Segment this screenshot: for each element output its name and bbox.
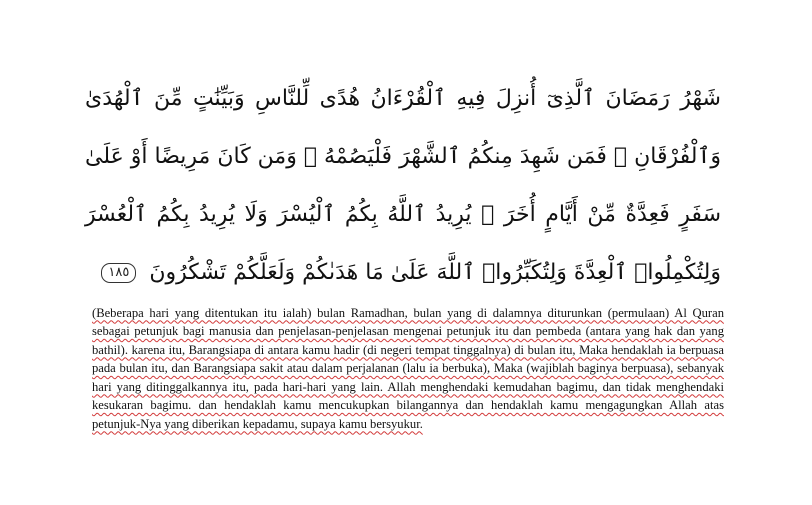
verse-end-mark: ١٨٥ bbox=[101, 263, 136, 283]
translation-paragraph: (Beberapa hari yang ditentukan itu ialah) bulan Ramadhan, bulan yang di dalamnya diturunkan (permulaan) Al Quran sebagai petunjuk bagi manusia dan penjelasan-penjelasan mengenai petunjuk itu dan pembeda (antara yang hak dan yang bathil). karena itu, Barangsiapa di antara kamu hadir (di negeri tempat tinggalnya) di bulan itu, Maka hendaklah ia berpuasa pada bulan itu, dan Barangsiapa sakit atau dalam perjalanan (lalu ia berbuka), Maka (wajiblah baginya berpuasa), sebanyak hari yang ditinggalkannya itu, pada hari-hari yang lain. Allah menghendaki kemudahan bagimu, dan tidak menghendaki kesukaran bagimu. dan hendaklah kamu mencukupkan bilangannya dan hendaklah kamu mengagungkan Allah atas petunjuk-Nya yang diberikan kepadamu, supaya kamu bersyukur. bbox=[92, 305, 724, 431]
arabic-verse-text: شَهْرُ رَمَضَانَ ٱلَّذِىٓ أُنزِلَ فِيهِ ٱلْقُرْءَانُ هُدًى لِّلنَّاسِ وَبَيِّنَٰتٍ مِّنَ ٱلْهُدَىٰ وَٱلْفُرْقَانِ ۚ فَمَن شَهِدَ مِنكُمُ ٱلشَّهْرَ فَلْيَصُمْهُ ۖ وَمَن كَانَ مَرِيضًا أَوْ عَلَىٰ سَفَرٍ فَعِدَّةٌ مِّنْ أَيَّامٍ أُخَرَ ۗ يُرِيدُ ٱللَّهُ بِكُمُ ٱلْيُسْرَ وَلَا يُرِيدُ بِكُمُ ٱلْعُسْرَ وَلِتُكْمِلُوا۟ ٱلْعِدَّةَ وَلِتُكَبِّرُوا۟ ٱللَّهَ عَلَىٰ مَا هَدَىٰكُمْ وَلَعَلَّكُمْ تَشْكُرُونَ bbox=[85, 86, 721, 285]
arabic-verse bbox=[85, 70, 721, 302]
